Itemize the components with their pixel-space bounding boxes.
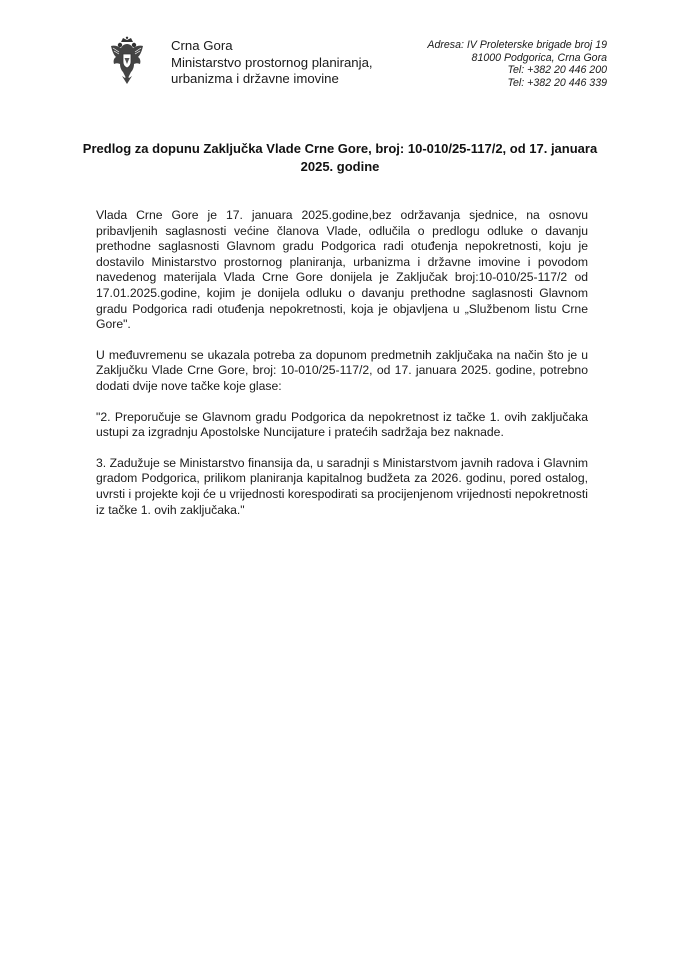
document-body [96, 208, 588, 533]
letterhead [0, 0, 679, 110]
paragraph-1: Vlada Crne Gore je 17. januara 2025.godine,bez održavanja sjednice, na osnovu pribavljenih saglasnosti većine članova Vlade, odlučila o predlogu odluke o davanju prethodne saglasnosti Glavnom gradu Podgorica radi otuđenja nepokretnosti, koju je dostavilo Ministarstvo prostornog planiranja, urbanizma i državne imovine i povodom navedenog materijala Vlada Crne Gore donijela je Zaključak broj:10-010/25-117/2 od 17.01.2025.godine, kojim je donijela odluku o davanju prethodne saglasnosti Glavnom gradu Podgorica radi otuđenja nepokretnosti, koja je objavljena u „Službenom listu Crne Gore". [96, 208, 588, 332]
document-title: Predlog za dopunu Zaključka Vlade Crne Gore, broj: 10-010/25-117/2, od 17. januara 2025. godine [82, 141, 598, 174]
contact-city: 81000 Podgorica, Crna Gora [471, 51, 607, 64]
contact-phone-2: Tel: +382 20 446 339 [507, 76, 607, 89]
paragraph-3: "2. Preporučuje se Glavnom gradu Podgorica da nepokretnost iz tačke 1. ovih zaključaka ustupi za izgradnju Apostolske Nuncijature i pratećih sadržaja bez naknade. [96, 409, 588, 440]
paragraph-2: U međuvremenu se ukazala potreba za dopunom predmetnih zaključaka na način što je u Zaključku Vlade Crne Gore, broj: 10-010/25-117/2, od 17. januara 2025. godine, potrebno dodati dvije nove tačke koje glase: [96, 347, 588, 393]
contact-address: Adresa: IV Proleterske brigade broj 19 [427, 39, 607, 51]
org-line-ministry: Ministarstvo prostornog planiranja, [171, 54, 373, 70]
paragraph-4: 3. Zadužuje se Ministarstvo finansija da, u saradnji s Ministarstvom javnih radova i Glavnim gradom Podgorica, prilikom planiranja kapitalnog budžeta za 2026. godinu, pored ostalog, uvrsti i projekte koji će u vrijednosti korespodirati sa procijenjenom vrijednosti nepokretnosti iz tačke 1. ovih zaključaka." [96, 455, 588, 517]
org-line-country: Crna Gora [171, 38, 233, 53]
contact-phone-1: Tel: +382 20 446 200 [507, 64, 607, 77]
contact-block [427, 39, 607, 89]
montenegro-coat-of-arms-icon [107, 36, 147, 86]
organization-name [171, 38, 373, 88]
org-line-ministry-cont: urbanizma i državne imovine [171, 71, 339, 86]
